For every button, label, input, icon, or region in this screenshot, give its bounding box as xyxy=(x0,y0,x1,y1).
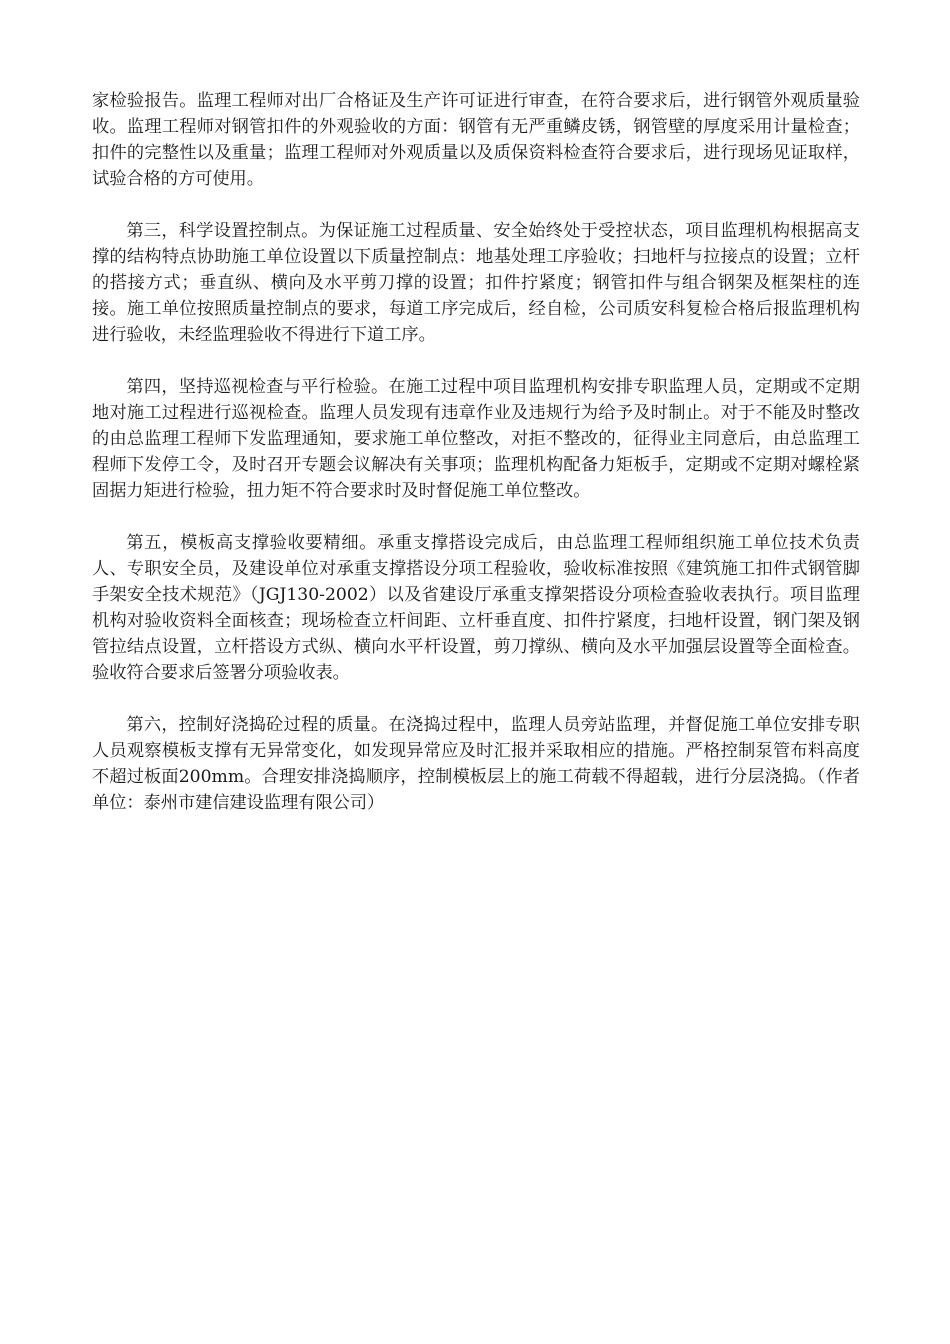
paragraph-control-points: 第三，科学设置控制点。为保证施工过程质量、安全始终处于受控状态，项目监理机构根据高支撑的结构特点协助施工单位设置以下质量控制点：地基处理工序验收；扫地杆与拉接点的设置；立杆的搭接方式；垂直纵、横向及水平剪刀撑的设置；扣件拧紧度；钢管扣件与组合钢架及框架柱的连接。施工单位按照质量控制点的要求，每道工序完成后，经自检，公司质安科复检合格后报监理机构进行验收，未经监理验收不得进行下道工序。 xyxy=(92,221,860,345)
paragraph-patrol-inspection: 第四，坚持巡视检查与平行检验。在施工过程中项目监理机构安排专职监理人员，定期或不定期地对施工过程进行巡视检查。监理人员发现有违章作业及违规行为给予及时制止。对于不能及时整改的由总监理工程师下发监理通知，要求施工单位整改，对拒不整改的，征得业主同意后，由总监理工程师下发停工令，及时召开专题会议解决有关事项；监理机构配备力矩板手，定期或不定期对螺栓紧固据力矩进行检验，扭力矩不符合要求时及时督促施工单位整改。 xyxy=(92,377,860,501)
document-body xyxy=(92,88,860,816)
paragraph-concrete-pouring: 第六，控制好浇捣砼过程的质量。在浇捣过程中，监理人员旁站监理，并督促施工单位安排专职人员观察模板支撑有无异常变化，如发现异常应及时汇报并采取相应的措施。严格控制泵管布料高度不超过板面200mm。合理安排浇捣顺序，控制模板层上的施工荷载不得超载，进行分层浇捣。（作者单位：泰州市建信建设监理有限公司） xyxy=(92,715,860,813)
paragraph-inspection-report: 家检验报告。监理工程师对出厂合格证及生产许可证进行审查，在符合要求后，进行钢管外观质量验收。监理工程师对钢管扣件的外观验收的方面：钢管有无严重鳞皮锈，钢管壁的厚度采用计量检查；扣件的完整性以及重量；监理工程师对外观质量以及质保资料检查符合要求后，进行现场见证取样，试验合格的方可使用。 xyxy=(92,91,860,189)
paragraph-formwork-acceptance: 第五，模板高支撑验收要精细。承重支撑搭设完成后，由总监理工程师组织施工单位技术负责人、专职安全员，及建设单位对承重支撑搭设分项工程验收，验收标准按照《建筑施工扣件式钢管脚手架安全技术规范》（JGJ130-2002）以及省建设厅承重支撑架搭设分项检查验收表执行。项目监理机构对验收资料全面核查；现场检查立杆间距、立杆垂直度、扣件拧紧度，扫地杆设置，钢门架及钢管拉结点设置，立杆搭设方式纵、横向水平杆设置，剪刀撑纵、横向及水平加强层设置等全面检查。验收符合要求后签署分项验收表。 xyxy=(92,533,860,683)
